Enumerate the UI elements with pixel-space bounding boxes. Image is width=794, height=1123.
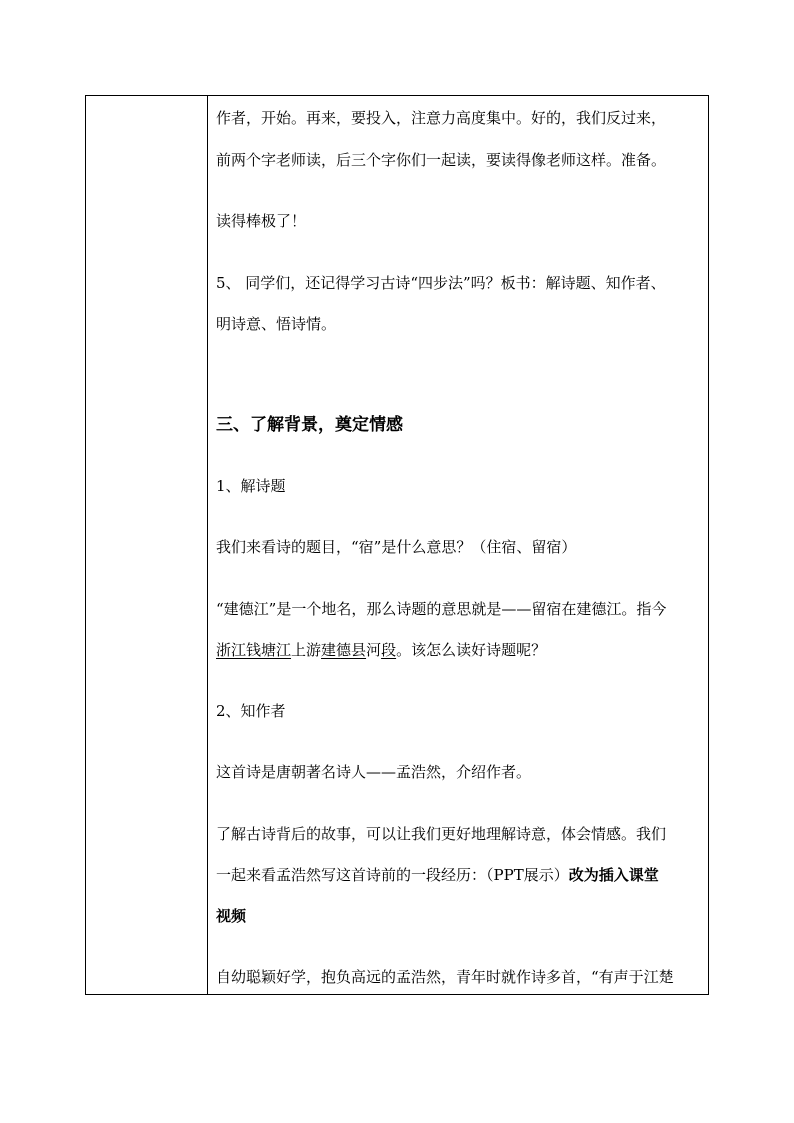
section-heading: 三、了解背景，奠定情感 [216,415,403,435]
table-right-column [208,96,708,994]
text-line-12: 了解古诗背后的故事，可以让我们更好地理解诗意，体会情感。我们 [216,825,667,843]
text-line-14: 视频 [216,907,247,925]
text-line-2: 前两个字老师读，后三个字你们一起读，要读得像老师这样。准备。 [216,151,667,169]
text-line-13-main: 一起来看孟浩然写这首诗前的一段经历：（PPT展示） [216,866,569,884]
link-qiantangjiang[interactable]: 钱塘江 [246,641,292,659]
link-duan[interactable]: 段 [381,641,397,659]
text-line-6: 1、解诗题 [216,477,286,495]
text-line-9-end: 。该怎么读好诗题呢？ [396,641,547,659]
text-line-3: 读得棒极了！ [216,212,307,230]
revision-note: 改为插入课堂 [568,866,659,884]
text-line-9 [216,640,704,660]
text-line-4: 5、 同学们，还记得学习古诗“四步法”吗？板书：解诗题、知作者、 [216,274,666,292]
text-line-1: 作者，开始。再来，要投入，注意力高度集中。好的，我们反过来， [216,109,667,127]
text-line-15: 自幼聪颖好学，抱负高远的孟浩然，青年时就作诗多首，“有声于江楚 [216,968,674,986]
text-line-10: 2、知作者 [216,702,286,720]
table-left-column [86,96,208,994]
text-line-11: 这首诗是唐朝著名诗人——孟浩然，介绍作者。 [216,763,532,781]
text-line-7: 我们来看诗的题目，“宿”是什么意思？（住宿、留宿） [216,538,577,556]
lesson-plan-table [85,95,709,995]
text-line-8: “建德江”是一个地名，那么诗题的意思就是——留宿在建德江。指今 [216,600,667,618]
link-jiandexian[interactable]: 建德县 [321,641,367,659]
link-zhejiang[interactable]: 浙江 [216,641,247,659]
text-line-13 [216,865,704,885]
text-shangyou: 上游 [291,641,322,659]
text-line-5: 明诗意、悟诗情。 [216,315,337,333]
text-he: 河 [366,641,382,659]
